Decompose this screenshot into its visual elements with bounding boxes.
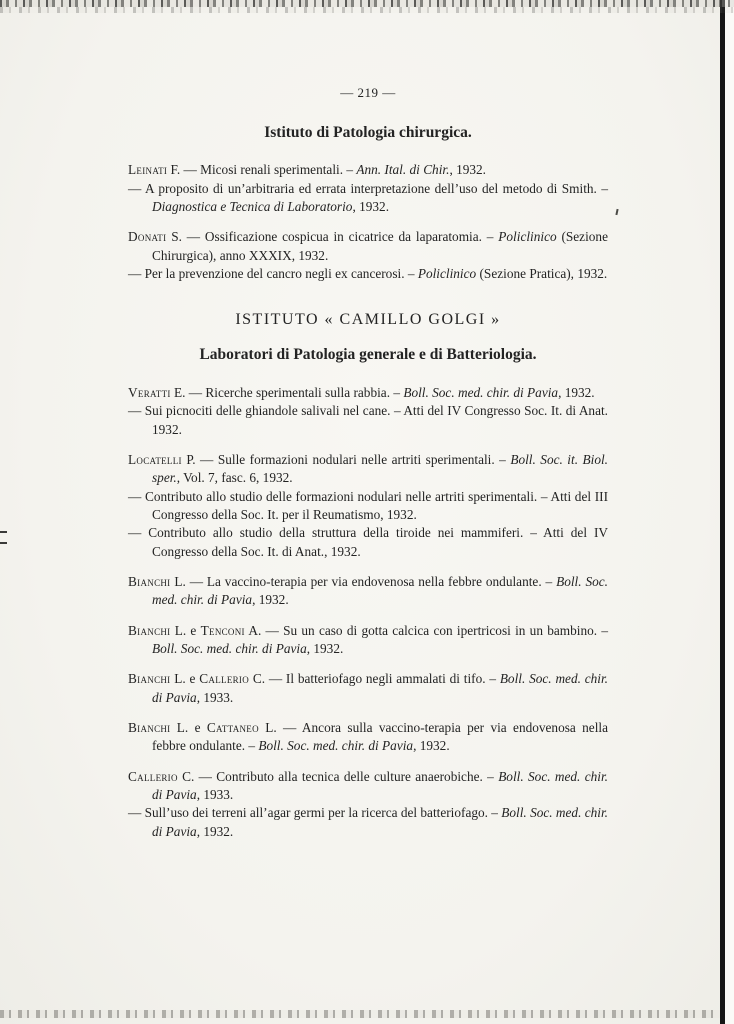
entry-text: — Per la prevenzione del cancro negli ex cancerosi. – (128, 266, 418, 282)
entry-paragraph (128, 622, 608, 659)
author-name: Callerio (199, 671, 250, 687)
entry-text: , 1932. (558, 384, 595, 400)
author-name: Locatelli (128, 451, 182, 467)
entry-text: C. — Contributo alla tecnica delle culture anaerobiche. – (177, 768, 499, 784)
bibliography (128, 122, 608, 841)
entry-bianchi-l-tenconi-a (128, 622, 608, 659)
entry-text: A. — Su un caso di gotta calcica con ipertricosi in un bambino. – (244, 622, 609, 638)
entry-paragraph (128, 265, 608, 283)
heading-line: ISTITUTO « CAMILLO GOLGI » (235, 311, 501, 329)
entry-text: P. — Sulle formazioni nodulari nelle artriti sperimentali. – (181, 451, 511, 467)
entry-paragraph (128, 228, 608, 265)
entry-paragraph (128, 768, 608, 805)
entry-text: , 1932. (196, 823, 234, 839)
author-name: Leinati (128, 162, 168, 178)
journal-title: Diagnostica e Tecnica di Laboratorio (152, 199, 353, 214)
entry-text: , Vol. 7, fasc. 6, 1932. (176, 470, 293, 486)
entry-paragraph (128, 719, 608, 756)
page-number: — 219 — (340, 85, 396, 100)
entry-text: C. — Il batteriofago negli ammalati di tifo. – (249, 671, 500, 687)
section-istituto-camillo-golgi (128, 309, 608, 841)
entry-text: (Sezione Chirurgica), anno XXXIX, 1932. (152, 229, 608, 263)
author-name: Donati (128, 229, 167, 245)
author-name: Bianchi (128, 719, 171, 735)
journal-title: Policlinico (417, 266, 477, 282)
journal-title: Boll. Soc. it. Biol. sper. (152, 451, 608, 486)
section-heading (128, 122, 608, 143)
journal-title: Boll. Soc. med. chir. di Pavia (152, 671, 608, 705)
entry-text: , 1932. (252, 592, 289, 608)
section-heading (128, 309, 608, 365)
entry-text: L. e (170, 622, 201, 638)
entry-text: , 1932. (306, 640, 344, 656)
entry-text: , 1932. (449, 162, 487, 178)
journal-title: Boll. Soc. med. chir. di Pavia (403, 384, 559, 400)
author-name: Cattaneo (206, 719, 259, 735)
entry-veratti-e (128, 384, 608, 439)
entry-paragraph (128, 804, 608, 841)
journal-title: Boll. Soc. med. chir. di Pavia (152, 640, 307, 656)
entry-bianchi-l-callerio-c (128, 670, 608, 707)
author-name: Bianchi (128, 671, 171, 687)
author-name: Callerio (128, 768, 178, 784)
entry-text: (Sezione Pratica), 1932. (476, 266, 608, 282)
entry-paragraph (128, 161, 608, 179)
entry-paragraph (128, 573, 608, 610)
author-name: Veratti (128, 384, 171, 400)
entry-paragraph (128, 524, 608, 561)
journal-title: Boll. Soc. med. chir. di Pavia (258, 738, 414, 754)
entry-paragraph (128, 670, 608, 707)
section-istituto-patologia-chirurgica (128, 122, 608, 283)
author-name: Bianchi (128, 622, 171, 638)
entry-paragraph (128, 402, 608, 439)
entry-leinati-f (128, 161, 608, 216)
heading-line: Laboratori di Patologia generale e di Batteriologia. (199, 346, 537, 364)
entry-text: L. e (170, 719, 207, 735)
entry-text: , 1933. (196, 689, 234, 705)
entry-text: — A proposito di un’arbitraria ed errata interpretazione dell’uso del metodo di Smith. – (128, 180, 608, 196)
heading-line: Istituto di Patologia chirurgica. (264, 123, 472, 141)
entry-locatelli-p (128, 451, 608, 561)
entry-paragraph (128, 451, 608, 488)
author-name: Tenconi (200, 622, 245, 638)
entry-callerio-c (128, 768, 608, 841)
entry-text: E. — Ricerche sperimentali sulla rabbia. – (170, 384, 404, 400)
entry-text: L. e (170, 671, 200, 687)
journal-title: Boll. Soc. med. chir. di Pavia (152, 805, 608, 839)
entry-text: — Contributo allo studio delle formazioni nodulari nelle artriti sperimentali. – Atti del III Congresso della Soc. It. per il Reumatismo, 1932. (128, 488, 608, 522)
entry-text: — Contributo allo studio della struttura della tiroide nei mammiferi. – Atti del IV Congresso della Soc. It. di Anat., 1932. (128, 525, 608, 559)
entry-text: , 1932. (352, 199, 390, 214)
entry-text: , 1932. (413, 738, 450, 754)
journal-title: Ann. Ital. di Chir. (356, 162, 450, 178)
entry-paragraph (128, 384, 608, 402)
entry-bianchi-l-cattaneo-l (128, 719, 608, 756)
entry-paragraph (128, 180, 608, 217)
entry-text: F. — Micosi renali sperimentali. – (167, 162, 357, 178)
entry-text: , 1933. (196, 787, 234, 803)
entry-text: — Sui picnociti delle ghiandole salivali nel cane. – Atti del IV Congresso Soc. It. di Anat. 1932. (128, 403, 608, 437)
entry-text: — Sull’uso dei terreni all’agar germi per la ricerca del batteriofago. – (128, 805, 502, 821)
entry-paragraph (128, 488, 608, 525)
entry-donati-s (128, 228, 608, 283)
journal-title: Policlinico (498, 229, 557, 245)
entry-bianchi-l (128, 573, 608, 610)
journal-title: Boll. Soc. med. chir. di Pavia (152, 768, 608, 803)
scan-noise-bottom (0, 1010, 720, 1018)
journal-title: Boll. Soc. med. chir. di Pavia (152, 573, 608, 608)
author-name: Bianchi (128, 573, 171, 589)
entry-text: L. — Ancora sulla vaccino-terapia per via endovenosa nella febbre ondulante. – (152, 719, 608, 754)
entry-text: L. — La vaccino-terapia per via endovenosa nella febbre ondulante. – (170, 573, 557, 589)
entry-text: S. — Ossificazione cospicua in cicatrice da laparatomia. – (166, 229, 499, 245)
